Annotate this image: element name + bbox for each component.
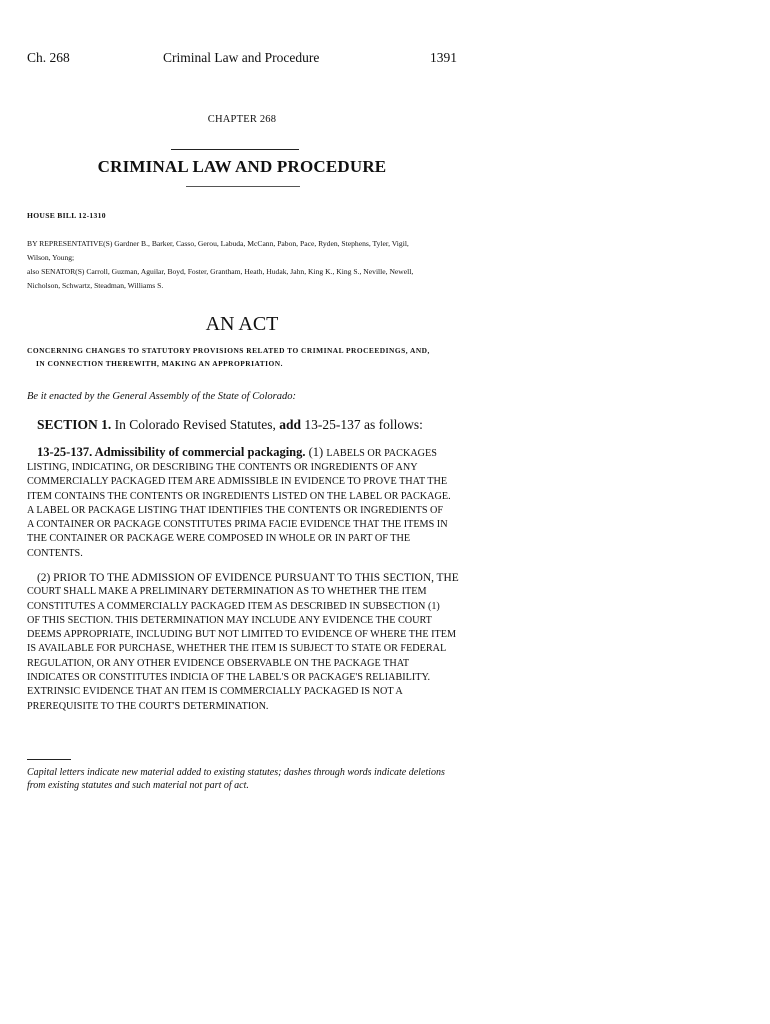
act-heading: AN ACT xyxy=(205,313,279,335)
concerning-clause xyxy=(27,344,467,370)
statute-line: THE CONTAINER OR PACKAGE WERE COMPOSED IN WHOLE OR IN PART OF THE xyxy=(27,533,411,545)
sponsors-line: also SENATOR(S) Carroll, Guzman, Aguilar, Boyd, Foster, Grantham, Heath, Hudak, Jahn, King K., King S., Neville, Newell, xyxy=(27,267,414,276)
title-rule-bottom xyxy=(186,186,300,187)
statute-line: A CONTAINER OR PACKAGE CONSTITUTES PRIMA FACIE EVIDENCE THAT THE ITEMS IN xyxy=(27,519,448,531)
statute-line: COMMERCIALLY PACKAGED ITEM ARE ADMISSIBLE IN EVIDENCE TO PROVE THAT THE xyxy=(27,476,448,488)
page-number: 1391 xyxy=(430,50,457,65)
title-rule-top xyxy=(171,149,299,150)
section-1-line xyxy=(37,417,423,433)
footnote-line: from existing statutes and such material not part of act. xyxy=(27,779,249,791)
concerning-line: IN CONNECTION THEREWITH, MAKING AN APPROPRIATION. xyxy=(36,359,283,368)
sponsors-line: Nicholson, Schwartz, Steadman, Williams S. xyxy=(27,281,164,290)
concerning-line: CONCERNING CHANGES TO STATUTORY PROVISIONS RELATED TO CRIMINAL PROCEEDINGS, AND, xyxy=(27,346,430,355)
bill-number: HOUSE BILL 12-1310 xyxy=(27,211,106,220)
sponsors-block xyxy=(27,237,457,293)
statute-line: (2) PRIOR TO THE ADMISSION OF EVIDENCE PURSUANT TO THIS SECTION, THE xyxy=(37,572,459,584)
statute-subsection-1 xyxy=(27,445,457,561)
sponsors-line: Wilson, Young; xyxy=(27,253,75,262)
statute-subsection-2 xyxy=(27,571,457,714)
statute-line: CONTENTS. xyxy=(27,547,83,559)
statute-line: OF THIS SECTION. THIS DETERMINATION MAY INCLUDE ANY EVIDENCE THE COURT xyxy=(27,614,432,626)
statute-line: PREREQUISITE TO THE COURT'S DETERMINATION. xyxy=(27,700,269,712)
sponsors-line: BY REPRESENTATIVE(S) Gardner B., Barker, Casso, Gerou, Labuda, McCann, Pabon, Pace, Ryden, Stephens, Tyler, Vigil, xyxy=(27,239,409,248)
enacting-clause: Be it enacted by the General Assembly of the State of Colorado: xyxy=(27,391,296,402)
statute-line: INDICATES OR CONSTITUTES INDICIA OF THE LABEL'S OR PACKAGE'S RELIABILITY. xyxy=(27,672,431,684)
section-add-word: add xyxy=(279,417,302,432)
footnote-rule xyxy=(27,759,71,760)
statute-line: COURT SHALL MAKE A PRELIMINARY DETERMINATION AS TO WHETHER THE ITEM xyxy=(27,586,427,598)
statute-heading: 13-25-137. Admissibility of commercial packaging. xyxy=(37,445,306,459)
statute-first-line xyxy=(27,445,457,461)
section-text: In Colorado Revised Statutes, xyxy=(111,417,280,432)
footnote-line: Capital letters indicate new material added to existing statutes; dashes through words indicate deletions xyxy=(27,767,445,778)
statute-line: EXTRINSIC EVIDENCE THAT AN ITEM IS COMMERCIALLY PACKAGED IS NOT A xyxy=(27,686,403,698)
running-header-title: Criminal Law and Procedure xyxy=(163,50,320,65)
statute-line: DEEMS APPROPRIATE, INCLUDING BUT NOT LIMITED TO EVIDENCE OF WHERE THE ITEM xyxy=(27,629,457,641)
chapter-label: CHAPTER 268 xyxy=(207,114,277,125)
subsection-number: (1) xyxy=(305,445,327,459)
running-header-chapter: Ch. 268 xyxy=(27,50,70,65)
section-text: 13-25-137 as follows: xyxy=(301,417,423,432)
statute-line: LISTING, INDICATING, OR DESCRIBING THE CONTENTS OR INGREDIENTS OF ANY xyxy=(27,462,418,473)
statute-line: A LABEL OR PACKAGE LISTING THAT IDENTIFIES THE CONTENTS OR INGREDIENTS OF xyxy=(27,504,444,516)
chapter-title: CRIMINAL LAW AND PROCEDURE xyxy=(97,157,387,176)
statute-line: CONSTITUTES A COMMERCIALLY PACKAGED ITEM AS DESCRIBED IN SUBSECTION (1) xyxy=(27,600,440,612)
section-label: SECTION 1. xyxy=(37,417,112,432)
footnote xyxy=(27,767,467,792)
statute-line: REGULATION, OR ANY OTHER EVIDENCE OBSERVABLE ON THE PACKAGE THAT xyxy=(27,657,410,669)
statute-text: LABELS OR PACKAGES xyxy=(326,448,437,459)
statute-line: IS AVAILABLE FOR PURCHASE, WHETHER THE ITEM IS SUBJECT TO STATE OR FEDERAL xyxy=(27,643,447,655)
statute-line: ITEM CONTAINS THE CONTENTS OR INGREDIENTS LISTED ON THE LABEL OR PACKAGE. xyxy=(27,490,451,502)
